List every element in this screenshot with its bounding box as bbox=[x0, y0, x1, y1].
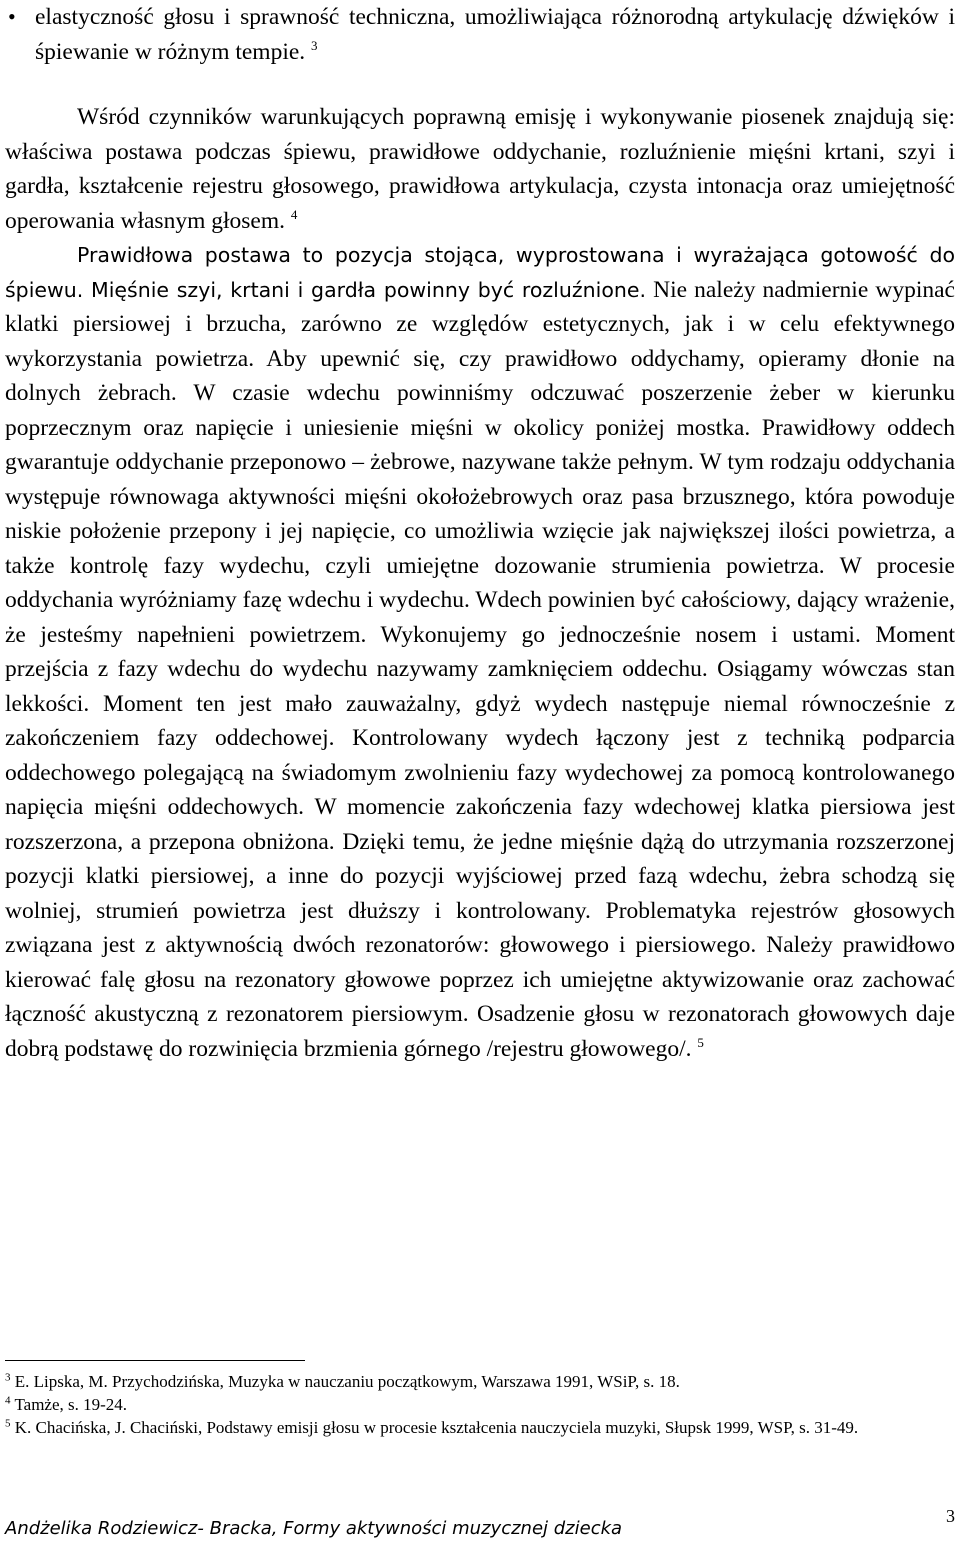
footnote-text: Tamże, s. 19-24. bbox=[14, 1395, 128, 1414]
bullet-text: elastyczność głosu i sprawność techniczna, umożliwiająca różnorodną artykulację dźwięków i śpiewanie w różnym tempie. bbox=[35, 4, 955, 65]
page-footer: Andżelika Rodziewicz- Bracka, Formy aktywności muzycznej dziecka bbox=[5, 1518, 623, 1539]
footnote-5 bbox=[5, 1416, 935, 1439]
footnote-number: 4 bbox=[5, 1394, 11, 1407]
footnote-separator bbox=[5, 1360, 305, 1361]
paragraph-posture-breathing bbox=[5, 238, 955, 1066]
footnote-ref-3: 3 bbox=[311, 37, 318, 53]
page-body bbox=[5, 0, 955, 1066]
footnote-ref-4: 4 bbox=[290, 206, 298, 222]
footnote-4 bbox=[5, 1393, 935, 1416]
footnotes bbox=[5, 1370, 935, 1439]
paragraph-factors-text: Wśród czynników warunkujących poprawną emisję i wykonywanie piosenek znajdują się: właściwa postawa podczas śpiewu, prawidłowe oddychanie, rozluźnienie mięśni krtani, szyi i gardła, kształcenie rejestru głosowego, prawidłowa artykulacja, czysta intonacja oraz umiejętność operowania własnym głosem. bbox=[5, 104, 955, 234]
footnote-text: K. Chacińska, J. Chaciński, Podstawy emisji głosu w procesie kształcenia nauczyciela muzyki, Słupsk 1999, WSP, s. 31-49. bbox=[14, 1418, 859, 1437]
footnote-3 bbox=[5, 1370, 935, 1393]
page-number: 3 bbox=[946, 1506, 955, 1526]
bullet-icon: • bbox=[8, 4, 16, 29]
paragraph-posture-text: Prawidłowa postawa to pozycja stojąca, wyprostowana i wyrażająca gotowość do śpiewu. Mięśnie szyi, krtani i gardła powinny być rozluźnione. bbox=[5, 243, 955, 302]
paragraph-breathing-text: Nie należy nadmiernie wypinać klatki piersiowej i brzucha, zarówno ze względów estetycznych, jak i w celu efektywnego wykorzystania powietrza. Aby upewnić się, czy prawidłowo oddychamy, opieramy dłonie na dolnych żebrach. W czasie wdechu powinniśmy odczuwać poszerzenie żeber w kierunku poprzecznym oraz napięcie i uniesienie mięśni w okolicy poniżej mostka. Prawidłowy oddech gwarantuje oddychanie przeponowo – żebrowe, nazywane także pełnym. W tym rodzaju oddychania występuje równowaga aktywności mięśni okołożebrowych oraz pasa brzusznego, która powoduje niskie położenie przepony i jej napięcie, co umożliwia wzięcie jak największej ilości powietrza, a także kontrolę fazy wydechu, czyli umiejętne dozowanie strumienia powietrza. W procesie oddychania wyróżniamy fazę wdechu i wydechu. Wdech powinien być całościowy, dający wrażenie, że jesteśmy napełnieni powietrzem. Wykonujemy go jednocześnie nosem i ustami. Moment przejścia z fazy wdechu do wydechu nazywamy zamknięciem oddechu. Osiągamy wówczas stan lekkości. Moment ten jest mało zauważalny, gdyż wydech następuje niemal równocześnie z zakończeniem fazy oddechowej. Kontrolowany wydech łączony jest z techniką podparcia oddechowego polegającą na świadomym zwolnieniu fazy wydechowej za pomocą kontrolowanego napięcia mięśni oddechowych. W momencie zakończenia fazy wdechowej klatka piersiowa jest rozszerzona, a przepona obniżona. Dzięki temu, że jedne mięśnie dążą do utrzymania rozszerzonej pozycji klatki piersiowej, a inne do pozycji wyjściowej przed fazą wdechu, żebra schodzą się wolniej, strumień powietrza jest dłuższy i kontrolowany. Problematyka rejestrów głosowych związana jest z aktywnością dwóch rezonatorów: głowowego i piersiowego. Należy prawidłowo kierować falę głosu na rezonatory głowowe poprzez ich umiejętne aktywizowanie oraz zachować łączność akustyczną z rezonatorem piersiowym. Osadzenie głosu w rezonatorach głowowych daje dobrą podstawę do rozwinięcia brzmienia górnego /rejestru głowowego/. bbox=[5, 276, 955, 1062]
paragraph-factors bbox=[5, 100, 955, 238]
footnote-text: E. Lipska, M. Przychodzińska, Muzyka w nauczaniu początkowym, Warszawa 1991, WSiP, s. 18. bbox=[14, 1372, 680, 1391]
footnote-number: 5 bbox=[5, 1417, 11, 1430]
footnote-ref-5: 5 bbox=[697, 1034, 704, 1050]
footnote-number: 3 bbox=[5, 1371, 11, 1384]
bullet-item bbox=[5, 0, 955, 69]
